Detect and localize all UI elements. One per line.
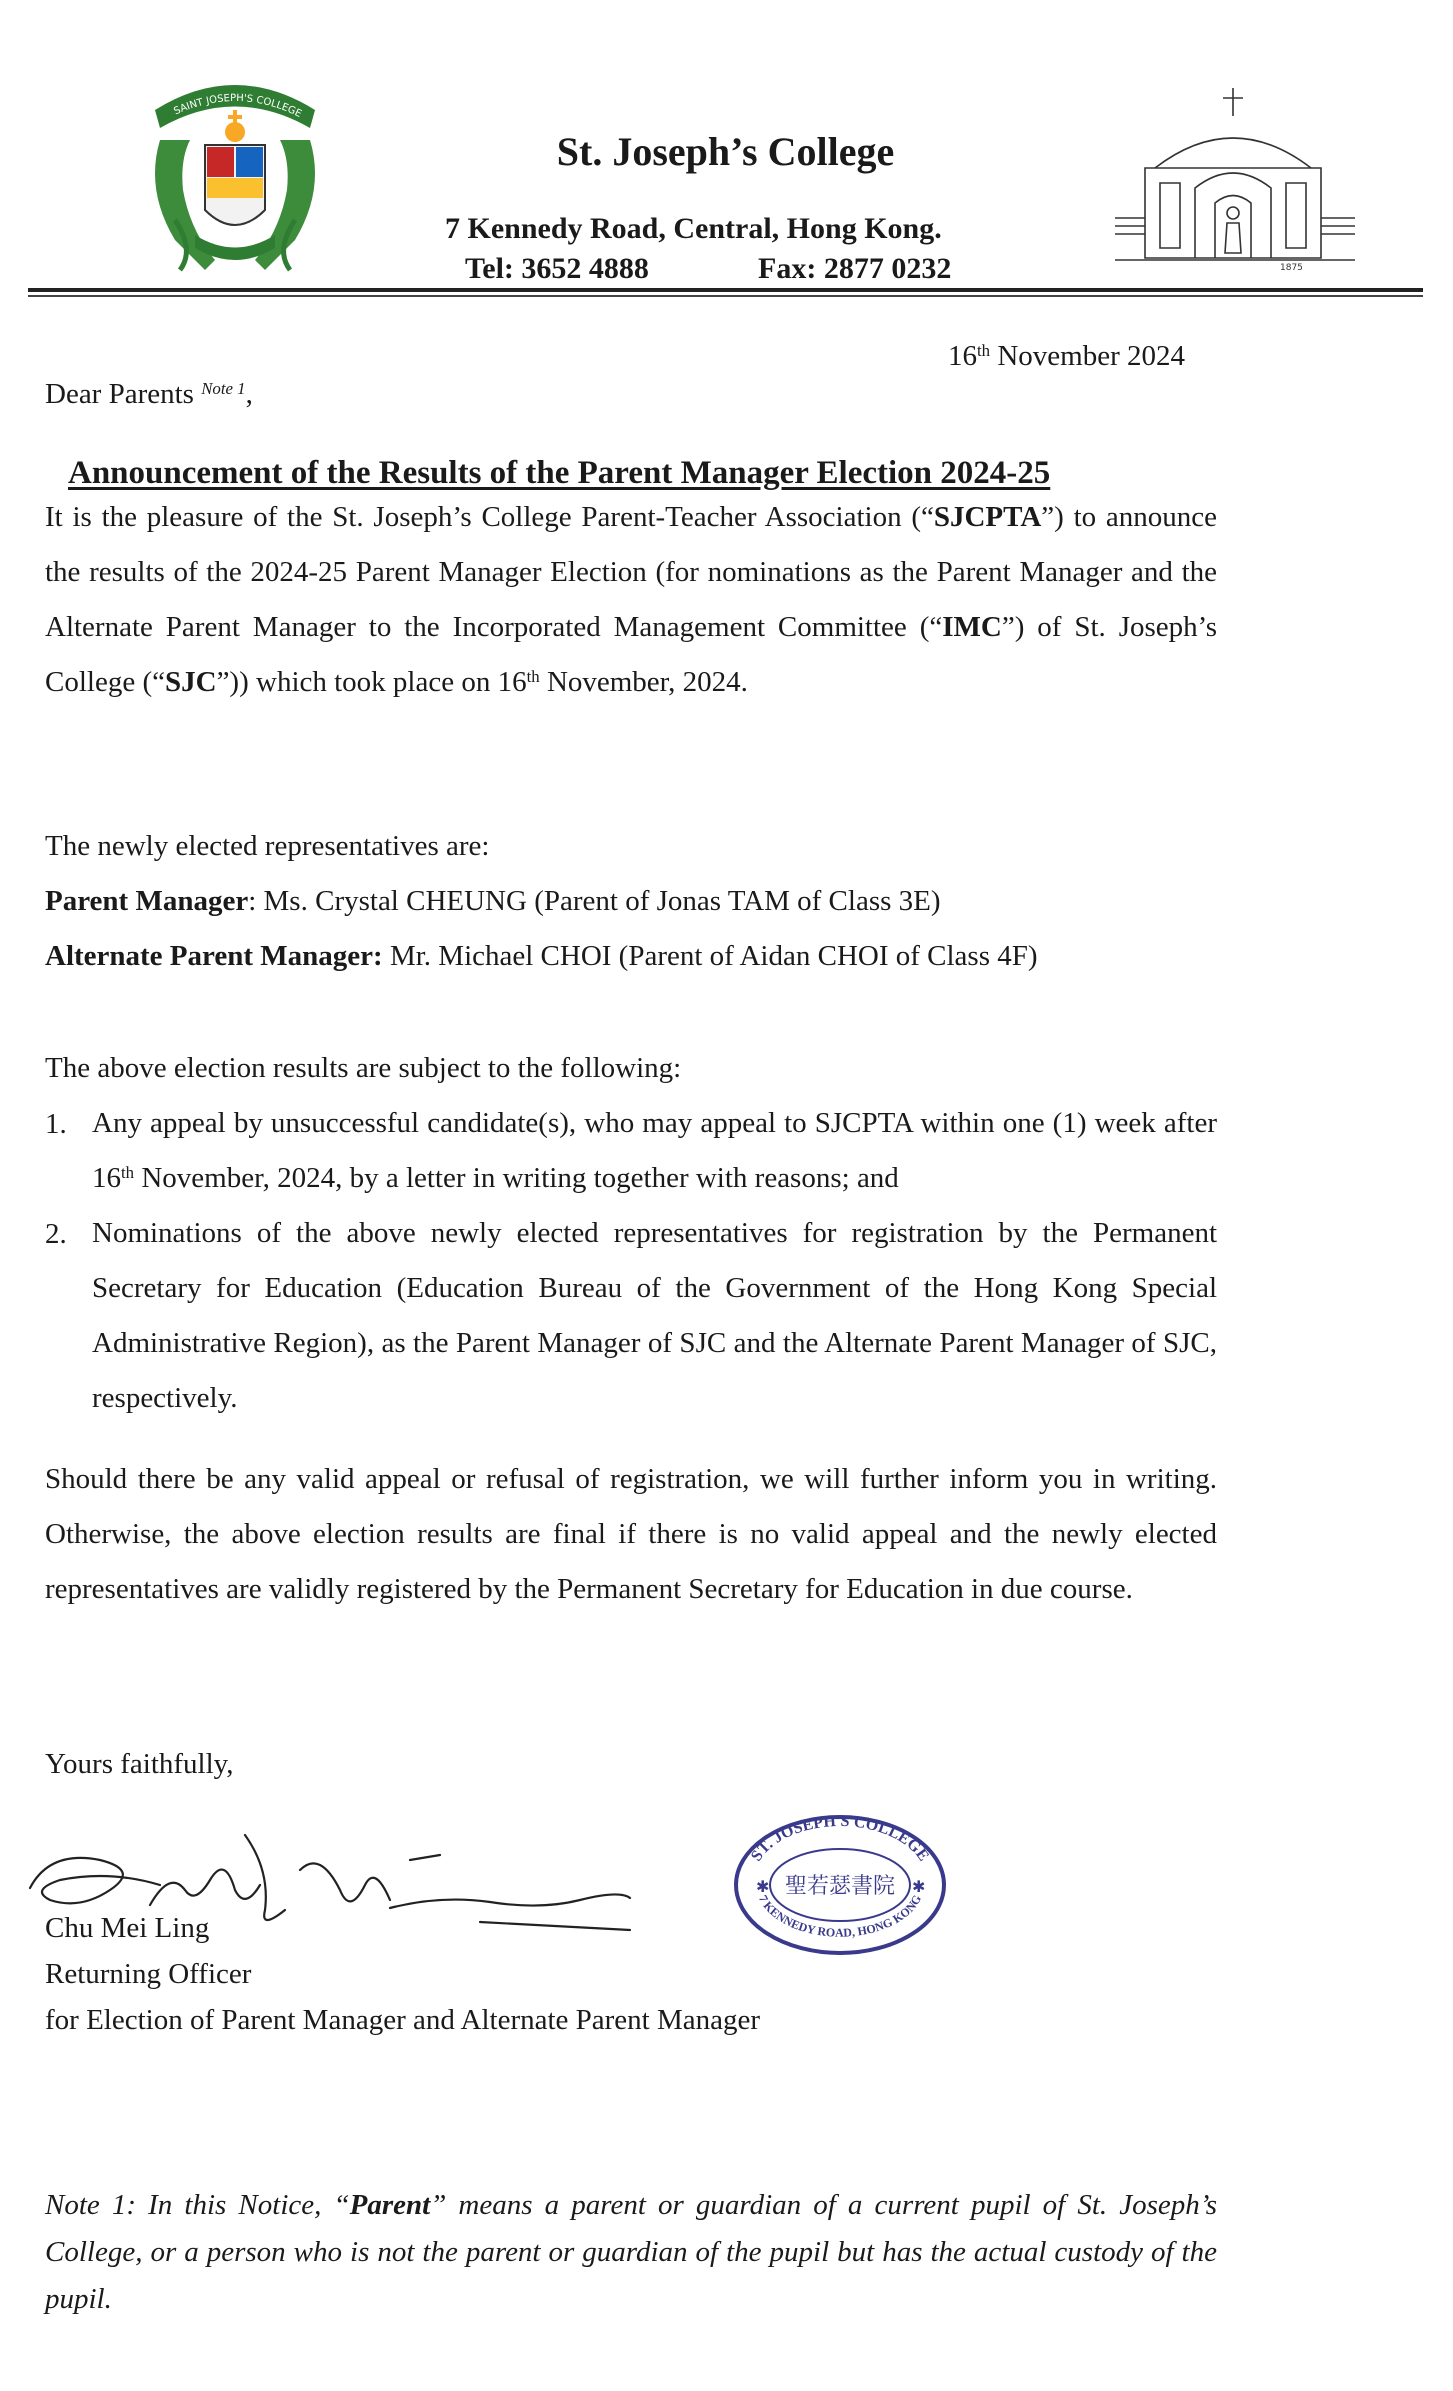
condition-2-number: 2. — [45, 1218, 67, 1250]
closing-paragraph: Should there be any valid appeal or refusal of registration, we will further inform you in writing. Otherwise, the above election results are final if there is no valid appeal and the newly elected representatives are validly registered by the Permanent Secretary for Education in due course. — [45, 1463, 1217, 1605]
crest-text: SAINT JOSEPH'S COLLEGE — [172, 92, 304, 120]
chapel-year: 1875 — [1280, 263, 1303, 273]
school-telephone: Tel: 3652 4888 — [465, 252, 649, 285]
letterhead-rule-thin — [28, 295, 1423, 297]
svg-text:7 KENNEDY ROAD, HONG KONG — [756, 1892, 924, 1939]
condition-1-text: Any appeal by unsuccessful candidate(s), who may appeal to SJCPTA within one (1) week after 16th November, 2024, by a letter in writing together with reasons; and — [92, 1107, 1217, 1194]
signer-name: Chu Mei Ling — [45, 1912, 210, 1944]
valediction: Yours faithfully, — [45, 1748, 234, 1780]
school-name: St. Joseph’s College — [556, 129, 895, 174]
intro-paragraph: It is the pleasure of the St. Joseph’s College Parent-Teacher Association (“SJCPTA”) to announce the results of the 2024-25 Parent Manager Election (for nominations as the Parent Manager and the Alternate Parent Manager to the Incorporated Management Committee (“IMC”) of St. Joseph’s College (“SJC”)) which took place on 16th November, 2024. — [45, 501, 1217, 698]
condition-2-text: Nominations of the above newly elected representatives for registration by the Permanent Secretary for Education (Education Bureau of the Government of the Hong Kong Special Administrative Region), as the Parent Manager of SJC and the Alternate Parent Manager of SJC, respectively. — [92, 1217, 1217, 1414]
conditions-intro: The above election results are subject to the following: — [45, 1052, 682, 1084]
stamp-top-text: ST. JOSEPH'S COLLEGE — [747, 1812, 933, 1865]
announcement-headline: Announcement of the Results of the Parent Manager Election 2024-25 — [68, 455, 1051, 491]
letter-date: 16th November 2024 — [948, 340, 1185, 372]
salutation: Dear Parents $^{Note 1}$, — [45, 378, 253, 410]
stamp-bottom-text: 7 KENNEDY ROAD, HONG KONG — [755, 1892, 925, 1940]
alternate-parent-manager-line: Alternate Parent Manager: Mr. Michael CHOI (Parent of Aidan CHOI of Class 4F) — [45, 940, 1038, 972]
letterhead-rule — [28, 288, 1423, 292]
college-stamp — [730, 1810, 950, 1960]
college-crest-logo — [135, 70, 335, 280]
condition-1-number: 1. — [45, 1108, 67, 1140]
svg-text:✱: ✱ — [912, 1877, 926, 1896]
signer-role: for Election of Parent Manager and Alternate Parent Manager — [45, 2004, 761, 2036]
note-reference: Note 1 — [201, 378, 246, 398]
parent-manager-line: Parent Manager: Ms. Crystal CHEUNG (Parent of Jonas TAM of Class 3E) — [45, 885, 941, 917]
school-fax: Fax: 2877 0232 — [758, 252, 952, 285]
elected-intro: The newly elected representatives are: — [45, 830, 490, 862]
footnote: Note 1: In this Notice, “Parent” means a parent or guardian of a current pupil of St. Joseph’s College, or a person who is not the parent or guardian of the pupil but has the actual custody of the pupil. — [45, 2189, 1217, 2315]
svg-text:ST. JOSEPH'S COLLEGE — [748, 1813, 932, 1865]
school-address: 7 Kennedy Road, Central, Hong Kong. — [445, 212, 942, 245]
svg-text:✱: ✱ — [756, 1877, 770, 1896]
chapel-illustration — [1115, 88, 1355, 273]
stamp-center-text: 聖若瑟書院 — [784, 1874, 896, 1899]
signer-title: Returning Officer — [45, 1958, 252, 1990]
